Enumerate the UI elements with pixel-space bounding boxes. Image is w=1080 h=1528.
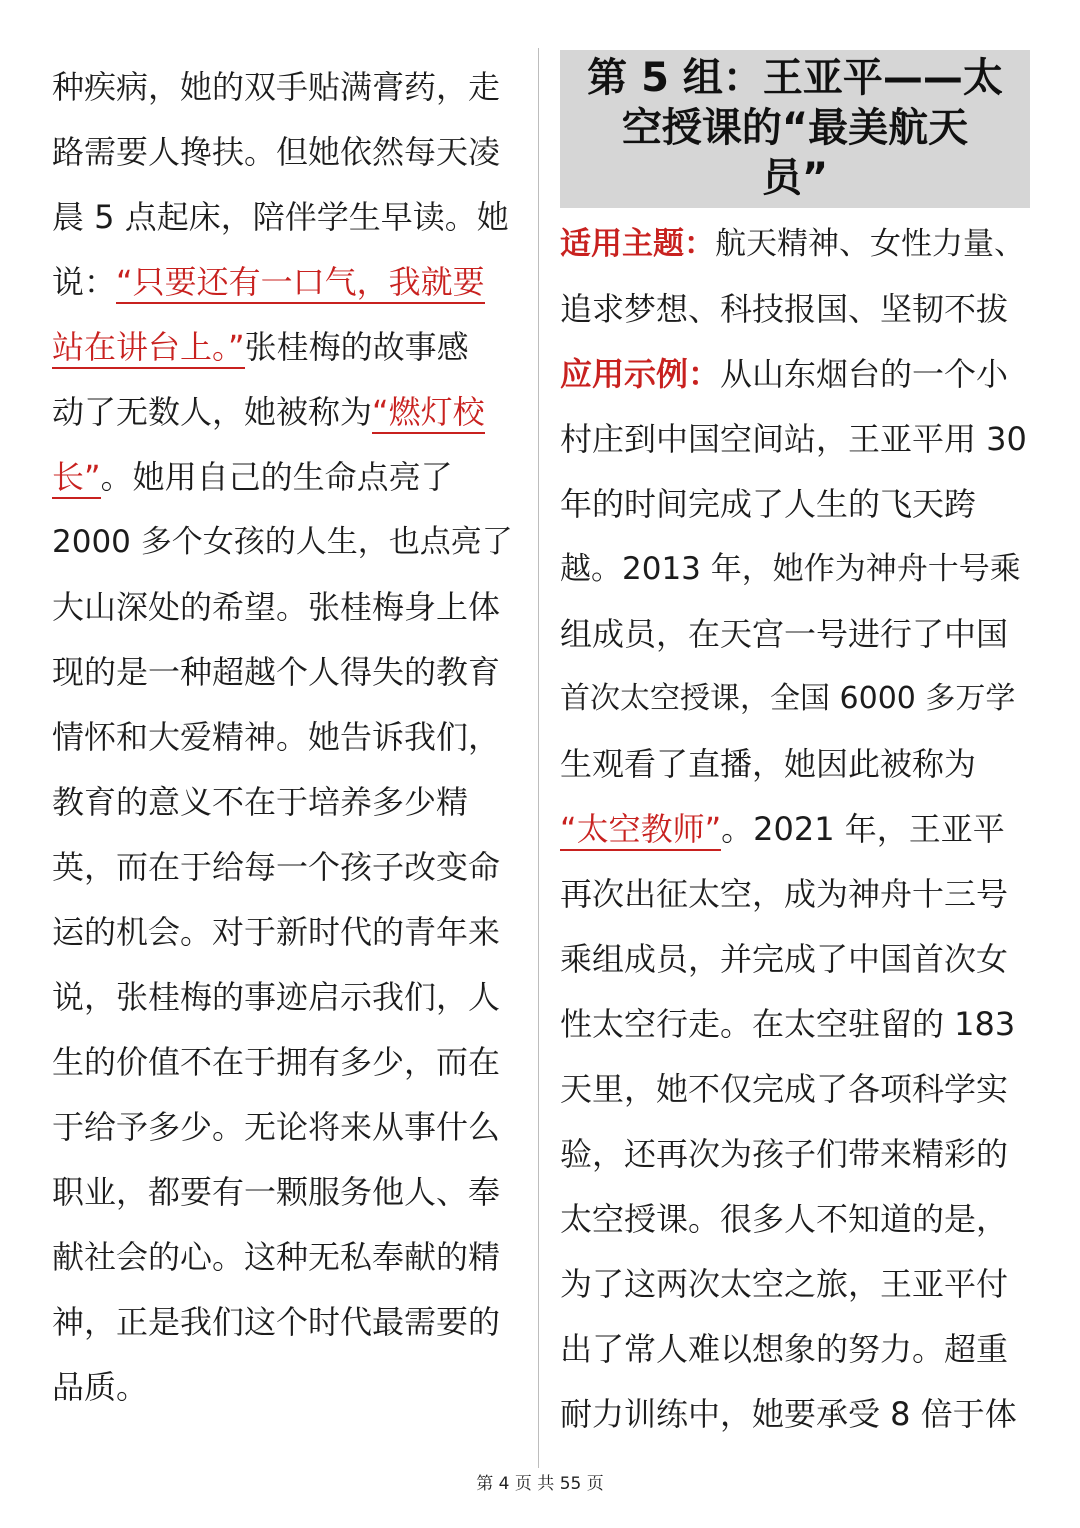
text-segment: 。2021 年，王亚平 [721, 810, 1005, 848]
text-line: 神，正是我们这个时代最需要的 [52, 1303, 501, 1341]
text-line: 追求梦想、科技报国、坚韧不拔 [560, 290, 1009, 328]
example-label: 应用示例： [560, 355, 721, 393]
text-line: 天里，她不仅完成了各项科学实 [560, 1070, 1009, 1108]
text-segment: 张桂梅的故事感 [244, 328, 469, 366]
text-line: 运的机会。对于新时代的青年来 [52, 913, 501, 951]
quote-highlight: “只要还有一口气，我就要 [116, 262, 485, 304]
text-line: 耐力训练中，她要承受 8 倍于体 [560, 1395, 1017, 1433]
text-line: 首次太空授课，全国 6000 多万学 [560, 681, 1016, 716]
column-divider [538, 48, 539, 1468]
text-line: 生的价值不在于拥有多少，而在 [52, 1043, 501, 1081]
text-line: 太空授课。很多人不知道的是， [560, 1200, 1009, 1238]
text-line: 年的时间完成了人生的飞天跨 [560, 485, 977, 523]
text-line: 生观看了直播，她因此被称为 [560, 745, 977, 783]
text-line: 再次出征太空，成为神舟十三号 [560, 875, 1009, 913]
text-segment: 说： [52, 263, 117, 301]
text-line: 品质。 [52, 1368, 149, 1406]
text-line: 组成员，在天宫一号进行了中国 [560, 615, 1009, 653]
nickname-highlight: “燃灯校 [372, 392, 485, 434]
quote-highlight: 站在讲台上。” [52, 327, 245, 369]
text-line: 2000 多个女孩的人生，也点亮了 [52, 524, 513, 560]
text-line [52, 249, 522, 315]
text-line: 验，还再次为孩子们带来精彩的 [560, 1135, 1009, 1173]
section-title-line: 第 5 组：王亚平——太 [587, 55, 1003, 101]
section-title-line: 员” [761, 155, 829, 201]
text-line: 路需要人搀扶。但她依然每天凌 [52, 133, 501, 171]
text-line [52, 379, 522, 445]
text-line: 于给予多少。无论将来从事什么 [52, 1108, 501, 1146]
text-line: 现的是一种超越个人得失的教育 [52, 653, 501, 691]
text-line: 情怀和大爱精神。她告诉我们， [52, 718, 501, 756]
text-line: 越。2013 年，她作为神舟十号乘 [560, 551, 1021, 587]
text-line: 村庄到中国空间站，王亚平用 30 [560, 420, 1027, 458]
text-line: 性太空行走。在太空驻留的 183 [560, 1005, 1016, 1043]
section-title-box [560, 50, 1030, 208]
nickname-highlight: “太空教师” [560, 809, 721, 851]
text-line: 出了常人难以想象的努力。超重 [560, 1330, 1009, 1368]
text-line: 职业，都要有一颗服务他人、奉 [52, 1173, 501, 1211]
nickname-highlight: 长” [52, 457, 101, 499]
text-line: 大山深处的希望。张桂梅身上体 [52, 588, 501, 626]
text-line: 晨 5 点起床，陪伴学生早读。她 [52, 198, 509, 236]
text-line: 献社会的心。这种无私奉献的精 [52, 1238, 501, 1276]
theme-text: 航天精神、女性力量、 [715, 226, 1025, 262]
text-segment: 动了无数人，她被称为 [52, 393, 373, 431]
text-segment: 。她用自己的生命点亮了 [100, 458, 453, 496]
text-line: 种疾病，她的双手贴满膏药，走 [52, 68, 501, 106]
text-line: 教育的意义不在于培养多少精 [52, 783, 469, 821]
text-line [560, 341, 1030, 407]
text-line [560, 211, 1030, 277]
section-title-line: 空授课的“最美航天 [621, 105, 969, 151]
page-number: 第 4 页 共 55 页 [476, 1474, 604, 1494]
text-line: 说，张桂梅的事迹启示我们，人 [52, 978, 501, 1016]
example-text: 从山东烟台的一个小 [720, 355, 1009, 393]
text-line [52, 314, 522, 380]
text-line: 为了这两次太空之旅，王亚平付 [560, 1265, 1009, 1303]
text-line [560, 796, 1030, 862]
text-line: 乘组成员，并完成了中国首次女 [560, 940, 1009, 978]
text-line [52, 444, 522, 510]
text-line: 英，而在于给每一个孩子改变命 [52, 848, 501, 886]
theme-label: 适用主题： [560, 226, 715, 262]
